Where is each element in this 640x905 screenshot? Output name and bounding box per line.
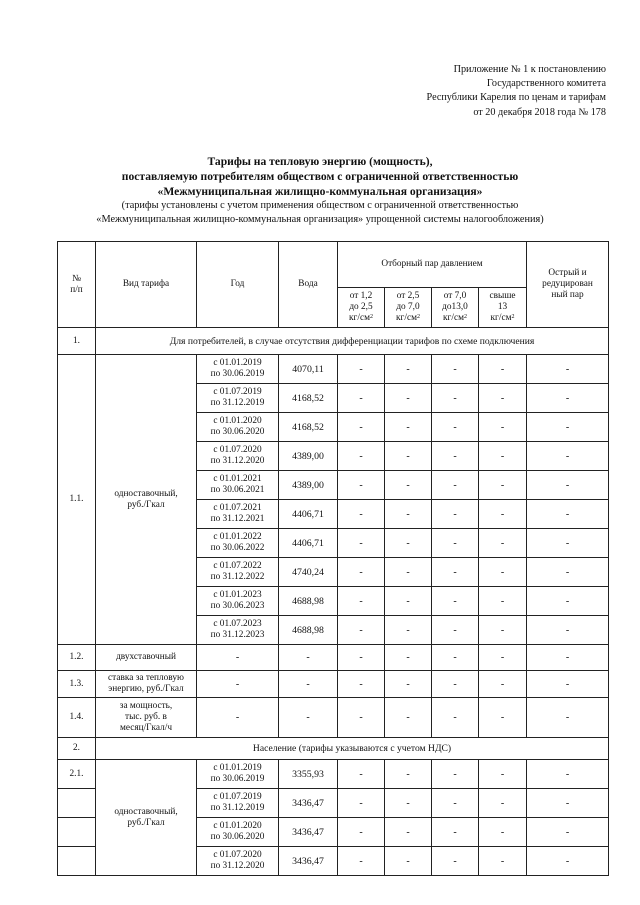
period-cell: с 01.01.2020 по 30.06.2020 (197, 818, 279, 847)
table-row (58, 760, 609, 789)
tariff-type-line: руб./Гкал (127, 817, 165, 828)
empty-value: - (385, 384, 432, 413)
empty-value: - (432, 616, 479, 645)
header-water: Вода (279, 242, 338, 328)
empty-value: - (338, 760, 385, 789)
empty-value: - (527, 760, 609, 789)
empty-value: - (338, 529, 385, 558)
period-cell: с 01.07.2020 по 31.12.2020 (197, 442, 279, 471)
document-title (0, 154, 640, 226)
empty-value: - (197, 671, 279, 698)
empty-value: - (432, 442, 479, 471)
section-row (58, 738, 609, 760)
empty-value: - (385, 760, 432, 789)
empty-value: - (197, 645, 279, 671)
header-steam-unit: $кг/см^2$ (443, 313, 467, 323)
empty-value: - (338, 616, 385, 645)
title-note-line: «Межмуниципальная жилищно-коммунальная организация» упрощенной системы налогообложения) (96, 213, 544, 225)
header-steam-line: от 1,2 (349, 291, 373, 301)
empty-value: - (432, 529, 479, 558)
empty-value: - (479, 818, 527, 847)
header-steam-line: до 2,5 (349, 302, 373, 312)
appendix-line: Республики Карелия по ценам и тарифам (426, 92, 606, 104)
tariff-type (96, 355, 197, 645)
tariff-type-line: руб./Гкал (127, 499, 165, 510)
header-tariff-type: Вид тарифа (96, 242, 197, 328)
empty-value: - (479, 760, 527, 789)
empty-value: - (385, 818, 432, 847)
header-steam-line: свыше (489, 291, 516, 301)
header-steam-unit: $кг/см^2$ (396, 313, 420, 323)
water-value: 4688,98 (279, 587, 338, 616)
tariff-type (96, 671, 197, 698)
header-steam-line: до 7,0 (396, 302, 420, 312)
period-cell: с 01.01.2022 по 30.06.2022 (197, 529, 279, 558)
water-value: 4688,98 (279, 616, 338, 645)
empty-value: - (338, 698, 385, 738)
row-num: 1.2. (58, 645, 96, 671)
empty-value: - (479, 529, 527, 558)
empty-value: - (197, 698, 279, 738)
tariff-type (96, 698, 197, 738)
header-year: Год (197, 242, 279, 328)
header-num-line: № (72, 273, 81, 284)
header-num-line: п/п (70, 284, 83, 295)
tariff-type-line: одноставочный, (114, 488, 178, 499)
section-title: Население (тарифы указываются с учетом НДС) (96, 738, 609, 760)
header-steam-col-1 (338, 288, 385, 328)
appendix-line: от 20 декабря 2018 года № 178 (473, 106, 606, 118)
empty-value: - (527, 847, 609, 876)
header-steam-line: от 2,5 (396, 291, 420, 301)
empty-value: - (432, 384, 479, 413)
row-num: 2.1. (58, 760, 96, 789)
water-value: 3355,93 (279, 760, 338, 789)
empty-value: - (385, 500, 432, 529)
empty-value: - (385, 558, 432, 587)
header-steam-line: 13 (497, 302, 508, 312)
section-title: Для потребителей, в случае отсутствия дифференциации тарифов по схеме подключения (96, 328, 609, 355)
empty-value: - (385, 698, 432, 738)
section-num: 2. (58, 738, 96, 760)
empty-value: - (527, 645, 609, 671)
empty-value: - (338, 558, 385, 587)
water-value: 4389,00 (279, 471, 338, 500)
empty-value: - (479, 355, 527, 384)
appendix-header (346, 63, 606, 120)
water-value: 3436,47 (279, 818, 338, 847)
empty-value: - (527, 355, 609, 384)
empty-value: - (527, 698, 609, 738)
row-num (58, 789, 96, 818)
title-line: «Межмуниципальная жилищно-коммунальная организация» (157, 185, 483, 198)
empty-value: - (385, 645, 432, 671)
empty-value: - (338, 847, 385, 876)
header-sharp-steam (527, 242, 609, 328)
appendix-line: Государственного комитета (486, 78, 606, 90)
period-cell: с 01.01.2023 по 30.06.2023 (197, 587, 279, 616)
period-cell: с 01.07.2022 по 31.12.2022 (197, 558, 279, 587)
empty-value: - (432, 500, 479, 529)
appendix-line: Приложение № 1 к постановлению (453, 64, 606, 75)
empty-value: - (385, 587, 432, 616)
empty-value: - (385, 529, 432, 558)
water-value: 4070,11 (279, 355, 338, 384)
period-cell: с 01.07.2020 по 31.12.2020 (197, 847, 279, 876)
period-cell: с 01.07.2019 по 31.12.2019 (197, 789, 279, 818)
table-row (58, 355, 609, 384)
empty-value: - (385, 616, 432, 645)
row-num: 1.3. (58, 671, 96, 698)
water-value: 4168,52 (279, 413, 338, 442)
row-num: 1.4. (58, 698, 96, 738)
header-steam-col-2 (385, 288, 432, 328)
table-row (58, 698, 609, 738)
empty-value: - (527, 616, 609, 645)
empty-value: - (385, 355, 432, 384)
empty-value: - (432, 698, 479, 738)
header-num (58, 242, 96, 328)
empty-value: - (338, 789, 385, 818)
empty-value: - (338, 442, 385, 471)
empty-value: - (527, 587, 609, 616)
water-value: 4740,24 (279, 558, 338, 587)
header-steam-unit: $кг/см^2$ (349, 313, 373, 323)
tariff-type-line: одноставочный, (114, 806, 178, 817)
empty-value: - (432, 760, 479, 789)
water-value: 3436,47 (279, 789, 338, 818)
empty-value: - (527, 529, 609, 558)
tariff-type-line: ставка за тепловую (108, 673, 184, 683)
water-value: 3436,47 (279, 847, 338, 876)
empty-value: - (338, 413, 385, 442)
tariff-type-line: энергию, руб./Гкал (108, 684, 184, 694)
empty-value: - (338, 500, 385, 529)
header-steam-unit: $кг/см^2$ (490, 313, 515, 323)
empty-value: - (338, 587, 385, 616)
tariff-type-line: за мощность, (119, 701, 173, 711)
period-cell: с 01.01.2019 по 30.06.2019 (197, 355, 279, 384)
empty-value: - (432, 645, 479, 671)
empty-value: - (432, 847, 479, 876)
empty-value: - (527, 471, 609, 500)
header-row (58, 242, 609, 288)
header-sharp-line: ный пар (551, 290, 584, 300)
row-num: 1.1. (58, 355, 96, 645)
title-note-line: (тарифы установлены с учетом применения обществом с ограниченной ответственностью (121, 200, 519, 211)
title-line: Тарифы на тепловую энергию (мощность), (207, 155, 433, 168)
table-row (58, 645, 609, 671)
empty-value: - (527, 558, 609, 587)
period-cell: с 01.01.2020 по 30.06.2020 (197, 413, 279, 442)
empty-value: - (479, 587, 527, 616)
row-num (58, 818, 96, 847)
tariff-type (96, 760, 197, 876)
empty-value: - (527, 818, 609, 847)
header-sharp-line: Острый и (548, 268, 587, 278)
period-cell: с 01.07.2019 по 31.12.2019 (197, 384, 279, 413)
period-cell: с 01.01.2021 по 30.06.2021 (197, 471, 279, 500)
section-num: 1. (58, 328, 96, 355)
empty-value: - (527, 671, 609, 698)
empty-value: - (479, 698, 527, 738)
row-num (58, 847, 96, 876)
empty-value: - (432, 789, 479, 818)
empty-value: - (479, 471, 527, 500)
empty-value: - (527, 789, 609, 818)
empty-value: - (479, 645, 527, 671)
water-value: 4406,71 (279, 529, 338, 558)
empty-value: - (527, 442, 609, 471)
empty-value: - (432, 355, 479, 384)
header-steam-line: до13,0 (442, 302, 468, 312)
header-sharp-line: редуцирован (542, 279, 593, 289)
header-steam-col-3 (432, 288, 479, 328)
empty-value: - (385, 413, 432, 442)
empty-value: - (432, 558, 479, 587)
empty-value: - (479, 500, 527, 529)
empty-value: - (479, 847, 527, 876)
empty-value: - (279, 645, 338, 671)
empty-value: - (432, 471, 479, 500)
empty-value: - (479, 558, 527, 587)
tariffs-table (57, 241, 609, 876)
empty-value: - (432, 671, 479, 698)
empty-value: - (338, 818, 385, 847)
header-steam-col-4 (479, 288, 527, 328)
empty-value: - (279, 698, 338, 738)
empty-value: - (338, 645, 385, 671)
section-row (58, 328, 609, 355)
empty-value: - (527, 413, 609, 442)
empty-value: - (432, 587, 479, 616)
period-cell: с 01.01.2019 по 30.06.2019 (197, 760, 279, 789)
empty-value: - (479, 442, 527, 471)
empty-value: - (338, 471, 385, 500)
title-line: поставляемую потребителям обществом с ограниченной ответственностью (121, 170, 519, 183)
tariff-type: двухставочный (96, 645, 197, 671)
period-cell: с 01.07.2021 по 31.12.2021 (197, 500, 279, 529)
empty-value: - (527, 384, 609, 413)
empty-value: - (479, 616, 527, 645)
empty-value: - (385, 442, 432, 471)
empty-value: - (479, 789, 527, 818)
water-value: 4406,71 (279, 500, 338, 529)
empty-value: - (385, 471, 432, 500)
empty-value: - (385, 847, 432, 876)
empty-value: - (338, 355, 385, 384)
header-steam-line: от 7,0 (443, 291, 467, 301)
empty-value: - (385, 671, 432, 698)
period-cell: с 01.07.2023 по 31.12.2023 (197, 616, 279, 645)
empty-value: - (432, 818, 479, 847)
water-value: 4168,52 (279, 384, 338, 413)
water-value: 4389,00 (279, 442, 338, 471)
header-steam: Отборный пар давлением (338, 242, 527, 288)
tariff-type-line: месяц/Гкал/ч (119, 723, 173, 733)
empty-value: - (338, 384, 385, 413)
empty-value: - (479, 671, 527, 698)
empty-value: - (338, 671, 385, 698)
empty-value: - (479, 413, 527, 442)
empty-value: - (385, 789, 432, 818)
tariff-type-line: тыс. руб. в (125, 712, 167, 722)
empty-value: - (279, 671, 338, 698)
empty-value: - (527, 500, 609, 529)
empty-value: - (432, 413, 479, 442)
empty-value: - (479, 384, 527, 413)
table-row (58, 671, 609, 698)
